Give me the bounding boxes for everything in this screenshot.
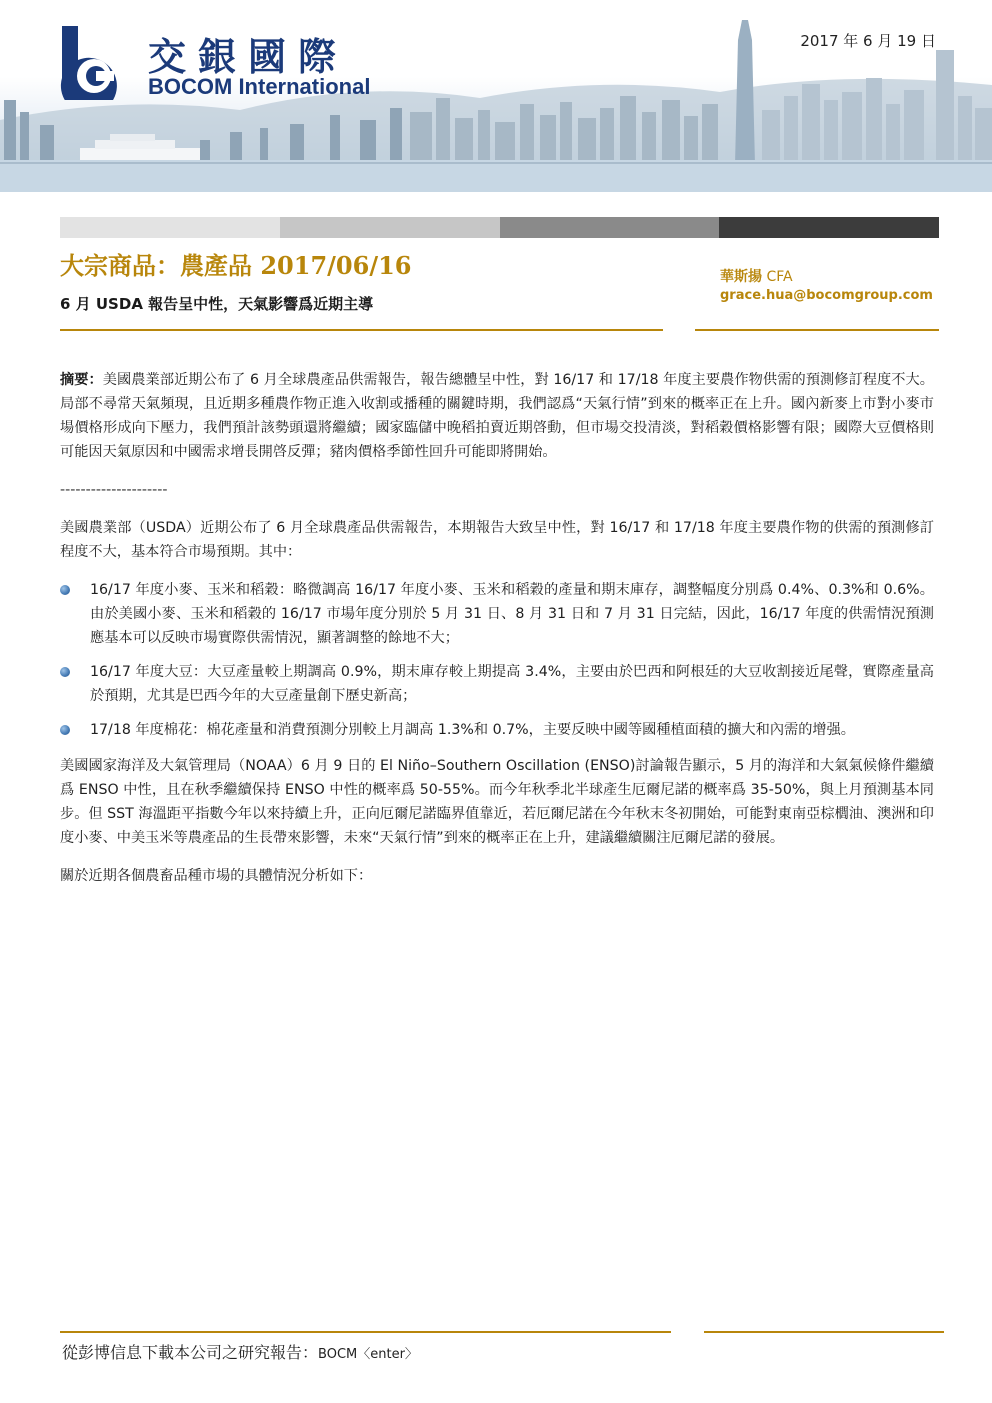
bullet-icon [60, 667, 70, 677]
bullet-list [60, 578, 934, 742]
header-banner [0, 0, 992, 192]
color-bar-segment [280, 217, 500, 238]
analyst-credential: CFA [766, 269, 793, 285]
list-item [60, 660, 934, 708]
report-date: 2017 年 6 月 19 日 [800, 32, 936, 50]
section-color-bar [60, 217, 939, 238]
summary-label: 摘要： [60, 372, 103, 388]
analyst-info [720, 266, 793, 286]
list-item [60, 718, 934, 742]
bocom-logo-icon [56, 22, 136, 100]
closing-paragraph: 關於近期各個農畜品種市場的具體情況分析如下： [60, 868, 373, 884]
analyst-name: 華斯揚 [720, 269, 762, 285]
bullet-text: 16/17 年度小麥、玉米和稻穀：略微調高 16/17 年度小麥、玉米和稻穀的產量和期末庫存，調整幅度分別爲 0.4%、0.3%和 0.6%。由於美國小麥、玉米和稻穀的 16/17 市場年度分別於 5 月 31 日、8 月 31 日和 7 月 31 日完結，因此，16/17 年度的供需情況預測應基本可以反映市場實際供需情況，顯著調整的餘地不大； [90, 582, 934, 646]
analyst-divider [695, 329, 939, 331]
bullet-text: 16/17 年度大豆：大豆產量較上期調高 0.9%，期末庫存較上期提高 3.4%，主要由於巴西和阿根廷的大豆收割接近尾聲，實際產量高於預期，尤其是巴西今年的大豆產量創下歷史新高； [90, 664, 934, 704]
separator-line: --------------------- [60, 482, 168, 498]
noaa-paragraph: 美國國家海洋及大氣管理局（NOAA）6 月 9 日的 El Niño–Southern Oscillation (ENSO)討論報告顯示，5 月的海洋和大氣氣候條件繼續爲 ENSO 中性，且在秋季繼續保持 ENSO 中性的概率爲 50-55%。而今年秋季北半球產生厄爾尼諾的概率爲 35-50%，與上月預測基本同步。但 SST 海溫距平指數今年以來持續上升，正向厄爾尼諾臨界值靠近，若厄爾尼諾在今年秋末冬初開始，可能對東南亞棕櫚油、澳洲和印度小麥、中美玉米等農產品的生長帶來影響，未來“天氣行情”到來的概率正在上升，建議繼續關注厄爾尼諾的發展。 [60, 758, 934, 846]
bullet-icon [60, 585, 70, 595]
footer-text: 從彭博信息下載本公司之研究報告： [62, 1343, 319, 1362]
color-bar-segment [500, 217, 720, 238]
footer-bloomberg-code: BOCM〈enter〉 [318, 1347, 418, 1362]
report-title: 大宗商品：農產品 2017/06/16 [60, 251, 412, 280]
summary-text: 美國農業部近期公布了 6 月全球農產品供需報告，報告總體呈中性，對 16/17 和 17/18 年度主要農作物供需的預測修訂程度不大。局部不尋常天氣頻現，且近期多種農作物正進入收割或播種的關鍵時期，我們認爲“天氣行情”到來的概率正在上升。國內新麥上市對小麥市場價格形成向下壓力，我們預計該勢頭還將繼續；國家臨儲中晚稻拍賣近期啓動，但市場交投清淡，對稻穀價格影響有限；國際大豆價格則可能因天氣原因和中國需求增長開啓反彈；豬肉價格季節性回升可能即將開始。 [60, 372, 934, 460]
footer-divider-right [704, 1331, 944, 1333]
analyst-email[interactable]: grace.hua@bocomgroup.com [720, 288, 933, 303]
title-divider [60, 329, 663, 331]
report-body [60, 368, 934, 902]
color-bar-segment [60, 217, 280, 238]
color-bar-segment [719, 217, 939, 238]
brand-chinese-name: 交銀國際 [148, 34, 349, 79]
intro-paragraph: 美國農業部（USDA）近期公布了 6 月全球農產品供需報告，本期報告大致呈中性，對 16/17 和 17/18 年度主要農作物的供需的預測修訂程度不大，基本符合市場預期。其中： [60, 520, 934, 560]
brand-english-name: BOCOM International [148, 74, 371, 99]
summary-paragraph [60, 368, 934, 464]
list-item [60, 578, 934, 650]
footer-bloomberg-note [62, 1340, 418, 1363]
report-subtitle: 6 月 USDA 報告呈中性，天氣影響爲近期主導 [60, 295, 374, 313]
footer-divider-left [60, 1331, 671, 1333]
bullet-icon [60, 725, 70, 735]
bullet-text: 17/18 年度棉花：棉花產量和消費預測分別較上月調高 1.3%和 0.7%，主要反映中國等國種植面積的擴大和內需的增强。 [90, 722, 855, 738]
